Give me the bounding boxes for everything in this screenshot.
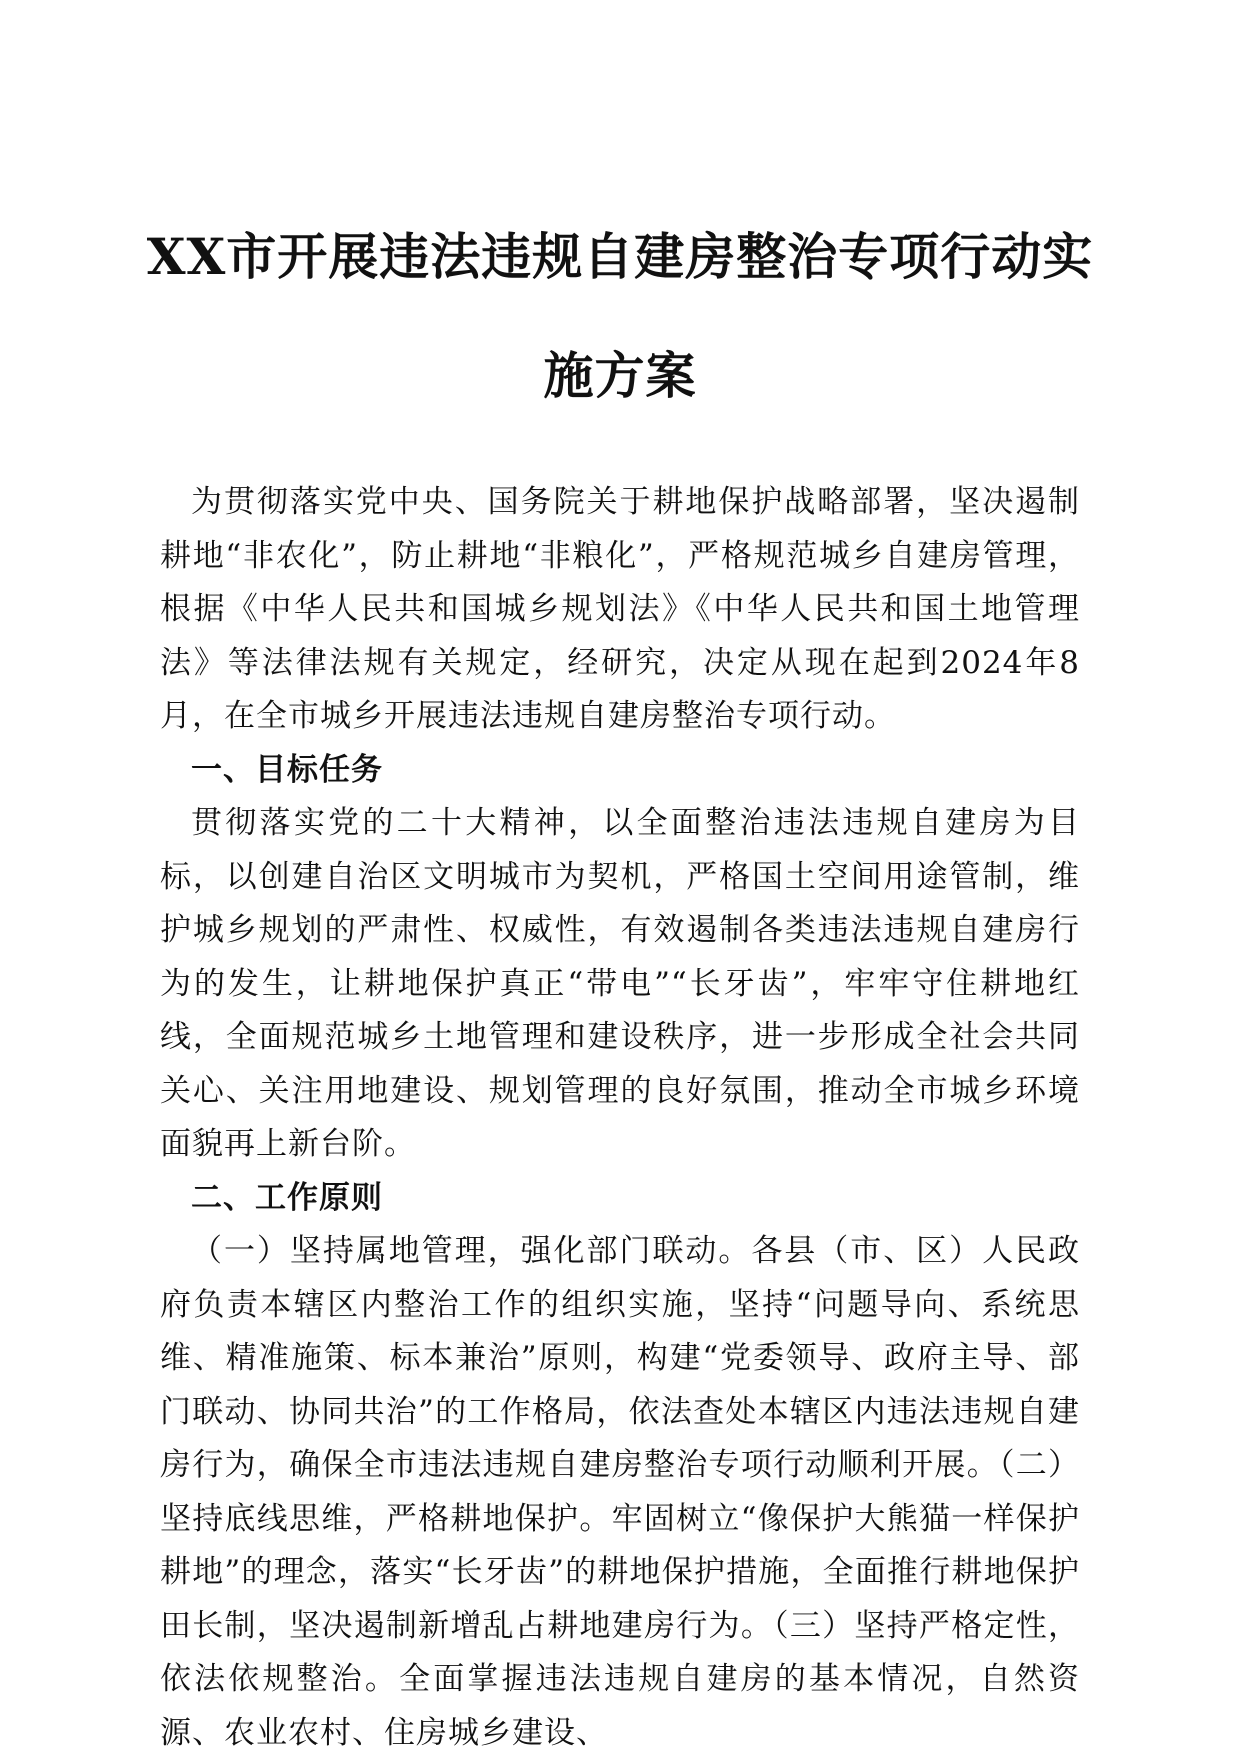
- section-heading-goals: 一、目标任务: [191, 751, 383, 788]
- section-heading-principles: 二、工作原则: [191, 1179, 383, 1216]
- intro-paragraph: 为贯彻落实党中央、国务院关于耕地保护战略部署，坚决遏制耕地“非农化”，防止耕地“非粮化”，严格规范城乡自建房管理，根据《中华人民共和国城乡规划法》《中华人民共和国土地管理法》等法律法规有关规定，经研究，决定从现在起到2024年8月，在全市城乡开展违法违规自建房整治专项行动。: [160, 484, 1080, 734]
- document-title-line-2: 施方案: [543, 346, 697, 405]
- document-body: [160, 476, 1080, 1760]
- document-title-line-1: XX市开展违法违规自建房整治专项行动实: [146, 227, 1094, 286]
- principles-paragraph: （一）坚持属地管理，强化部门联动。各县（市、区）人民政府负责本辖区内整治工作的组织实施，坚持“问题导向、系统思维、精准施策、标本兼治”原则，构建“党委领导、政府主导、部门联动、协同共治”的工作格局，依法查处本辖区内违法违规自建房行为，确保全市违法违规自建房整治专项行动顺利开展。（二）坚持底线思维，严格耕地保护。牢固树立“像保护大熊猫一样保护耕地”的理念，落实“长牙齿”的耕地保护措施，全面推行耕地保护田长制，坚决遏制新增乱占耕地建房行为。（三）坚持严格定性，依法依规整治。全面掌握违法违规自建房的基本情况，自然资源、农业农村、住房城乡建设、: [160, 1233, 1080, 1751]
- goals-paragraph: 贯彻落实党的二十大精神，以全面整治违法违规自建房为目标，以创建自治区文明城市为契机，严格国土空间用途管制，维护城乡规划的严肃性、权威性，有效遏制各类违法违规自建房行为的发生，让耕地保护真正“带电”“长牙齿”，牢牢守住耕地红线，全面规范城乡土地管理和建设秩序，进一步形成全社会共同关心、关注用地建设、规划管理的良好氛围，推动全市城乡环境面貌再上新台阶。: [160, 805, 1080, 1162]
